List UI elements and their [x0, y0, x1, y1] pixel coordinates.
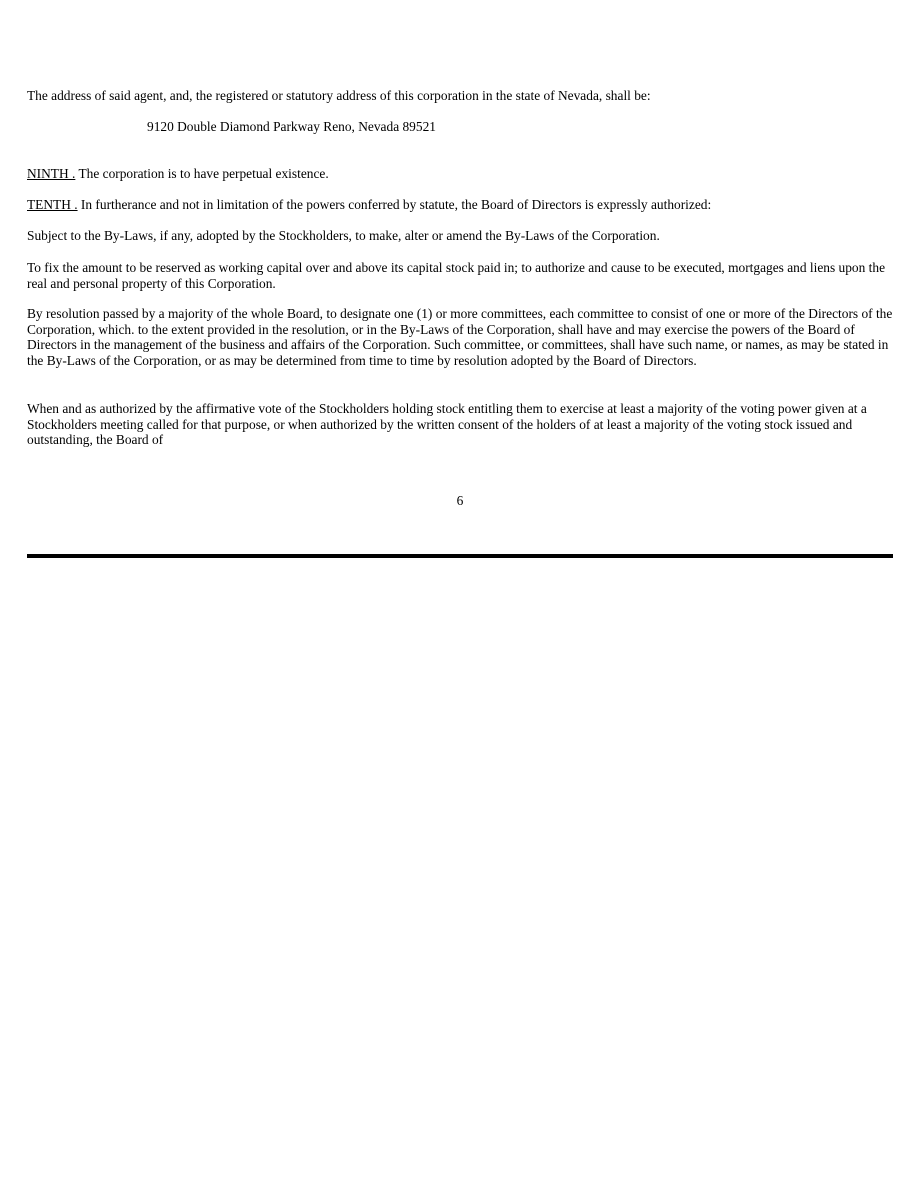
- ninth-label: NINTH .: [27, 166, 76, 181]
- tenth-label: TENTH .: [27, 197, 78, 212]
- intro-line: The address of said agent, and, the registered or statutory address of this corporation in the state of Nevada, shall be:: [27, 88, 651, 103]
- tenth-text: In furtherance and not in limitation of the powers conferred by statute, the Board of Directors is expressly authorized:: [77, 197, 712, 212]
- agent-address: 9120 Double Diamond Parkway Reno, Nevada 89521: [147, 119, 436, 134]
- page-divider: [27, 554, 893, 558]
- article-ninth: [27, 166, 893, 182]
- paragraph-committees: By resolution passed by a majority of the whole Board, to designate one (1) or more committees, each committee to consist of one or more of the Directors of the Corporation, which. to the extent provided in the resolution, or in the By-Laws of the Corporation, shall have and may exercise the powers of the Board of Directors in the management of the business and affairs of the Corporation. Such committee, or committees, shall have such name, or names, as may be stated in the By-Laws of the Corporation, or as may be determined from time to time by resolution adopted by the Board of Directors.: [27, 306, 893, 368]
- paragraph-stockholder-vote: When and as authorized by the affirmative vote of the Stockholders holding stock entitling them to exercise at least a majority of the voting power given at a Stockholders meeting called for that purpose, or when authorized by the written consent of the holders of at least a majority of the voting stock issued and outstanding, the Board of: [27, 401, 867, 448]
- ninth-text: The corporation is to have perpetual existence.: [75, 166, 329, 181]
- article-tenth: [27, 197, 893, 213]
- paragraph-working-capital: To fix the amount to be reserved as working capital over and above its capital stock paid in; to authorize and cause to be executed, mortgages and liens upon the real and personal property of this Corporation.: [27, 260, 886, 291]
- page-number: 6: [456, 493, 464, 508]
- paragraph-bylaws: Subject to the By-Laws, if any, adopted by the Stockholders, to make, alter or amend the By-Laws of the Corporation.: [27, 228, 660, 243]
